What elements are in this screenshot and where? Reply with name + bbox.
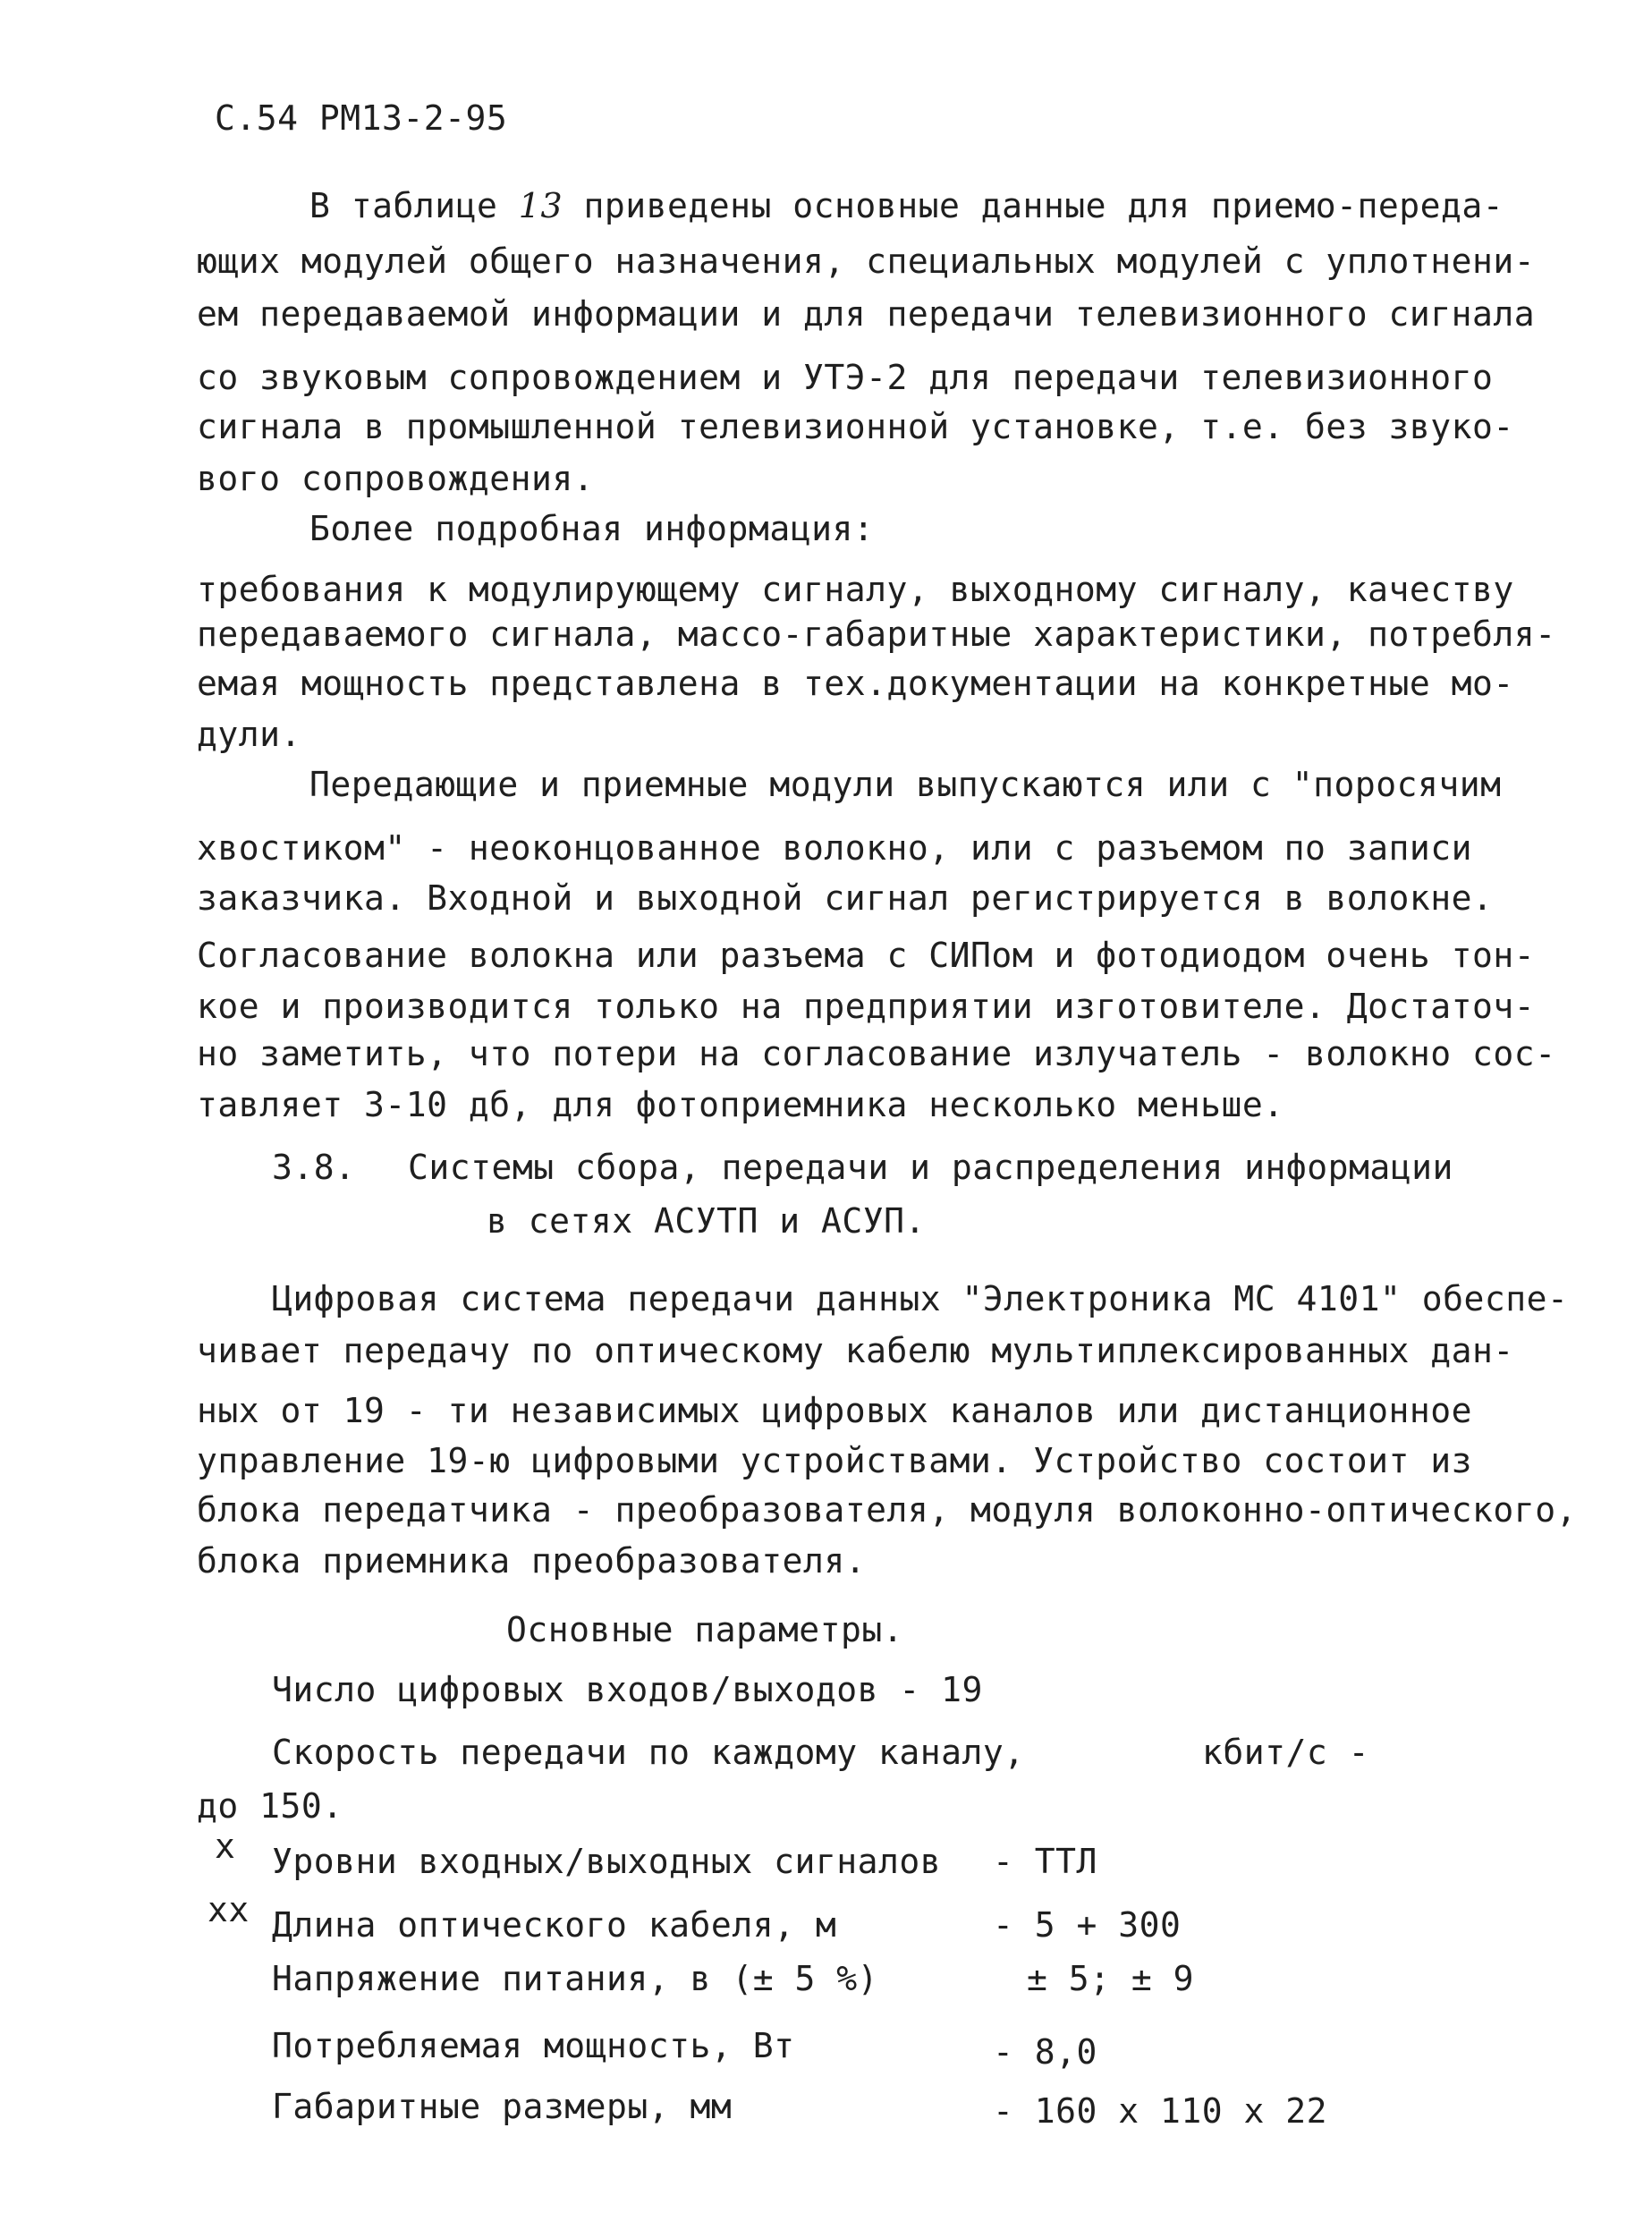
- param-row-4-value: - 8,0: [993, 2032, 1097, 2072]
- section-number: 3.8.: [272, 1148, 356, 1187]
- modules-line-4: Согласование волокна или разъема с СИПом и фотодиодом очень тон-: [197, 936, 1536, 975]
- digital-line-6: блока приемника преобразователя.: [197, 1541, 867, 1581]
- intro-line-3: ем передаваемой информации и для передачи телевизионного сигнала: [197, 294, 1536, 334]
- param-row-5-label: Габаритные размеры, мм: [272, 2087, 733, 2126]
- param-row-1-value: - ТТЛ: [993, 1842, 1097, 1881]
- section-title-line-1: Системы сбора, передачи и распределения информации: [408, 1148, 1453, 1187]
- table-number: 13: [518, 186, 563, 225]
- modules-line-5: кое и производится только на предприятии изготовителе. Достаточ-: [197, 987, 1536, 1026]
- modules-line-7: тавляет 3-10 дб, для фотоприемника несколько меньше.: [197, 1085, 1284, 1124]
- param-row-5-value: - 160 x 110 x 22: [993, 2091, 1328, 2131]
- intro-line-1-end: приведены основные данные для приемо-переда-: [563, 186, 1504, 225]
- intro-line-1-start: В таблице: [309, 186, 519, 225]
- param-row-1-mark: x: [215, 1827, 236, 1866]
- param-row-2-mark: xx: [208, 1890, 250, 1929]
- section-title-line-2: в сетях АСУТП и АСУП.: [487, 1201, 926, 1241]
- page-reference: С.54 РМ13-2-95: [215, 98, 508, 138]
- param-row-2-label: Длина оптического кабеля, м: [272, 1905, 837, 1945]
- param-speed-value: до 150.: [197, 1786, 343, 1826]
- more-info-line-2: требования к модулирующему сигналу, выходному сигналу, качеству: [197, 570, 1514, 609]
- intro-line-6: вого сопровождения.: [197, 459, 595, 498]
- intro-line-2: ющих модулей общего назначения, специальных модулей с уплотнени-: [197, 242, 1536, 281]
- modules-line-2: хвостиком" - неоконцованное волокно, или с разъемом по записи: [197, 828, 1473, 868]
- intro-line-1: [309, 186, 1504, 225]
- digital-line-4: управление 19-ю цифровыми устройствами. Устройство состоит из: [197, 1441, 1473, 1480]
- intro-line-4: со звуковым сопровождением и УТЭ-2 для передачи телевизионного: [197, 358, 1494, 397]
- more-info-line-5: дули.: [197, 715, 301, 754]
- modules-line-3: заказчика. Входной и выходной сигнал регистрируется в волокне.: [197, 878, 1494, 918]
- param-row-4-label: Потребляемая мощность, Вт: [272, 2026, 795, 2065]
- modules-line-6: но заметить, что потери на согласование излучатель - волокно сос-: [197, 1034, 1556, 1073]
- more-info-heading: Более подробная информация:: [309, 509, 875, 548]
- param-row-2-value: - 5 + 300: [993, 1905, 1182, 1945]
- param-speed-label: Скорость передачи по каждому каналу,: [272, 1733, 1025, 1772]
- digital-line-1: Цифровая система передачи данных "Электроника МС 4101" обеспе-: [272, 1279, 1569, 1318]
- more-info-line-3: передаваемого сигнала, массо-габаритные характеристики, потребля-: [197, 615, 1556, 654]
- digital-line-5: блока передатчика - преобразователя, модуля волоконно-оптического,: [197, 1490, 1577, 1530]
- param-row-3-value: ± 5; ± 9: [1027, 1959, 1195, 1998]
- param-digital-io: Число цифровых входов/выходов - 19: [272, 1670, 983, 1709]
- digital-line-2: чивает передачу по оптическому кабелю мультиплексированных дан-: [197, 1331, 1514, 1370]
- param-speed-unit: кбит/с -: [1202, 1733, 1370, 1772]
- param-row-3-label: Напряжение питания, в (± 5 %): [272, 1959, 878, 1998]
- modules-line-1: Передающие и приемные модули выпускаются или с "поросячим: [309, 765, 1502, 804]
- param-row-1-label: Уровни входных/выходных сигналов: [272, 1842, 942, 1881]
- digital-line-3: ных от 19 - ти независимых цифровых каналов или дистанционное: [197, 1391, 1473, 1430]
- more-info-line-4: емая мощность представлена в тех.документации на конкретные мо-: [197, 664, 1514, 703]
- params-heading: Основные параметры.: [506, 1610, 904, 1649]
- intro-line-5: сигнала в промышленной телевизионной установке, т.е. без звуко-: [197, 407, 1514, 446]
